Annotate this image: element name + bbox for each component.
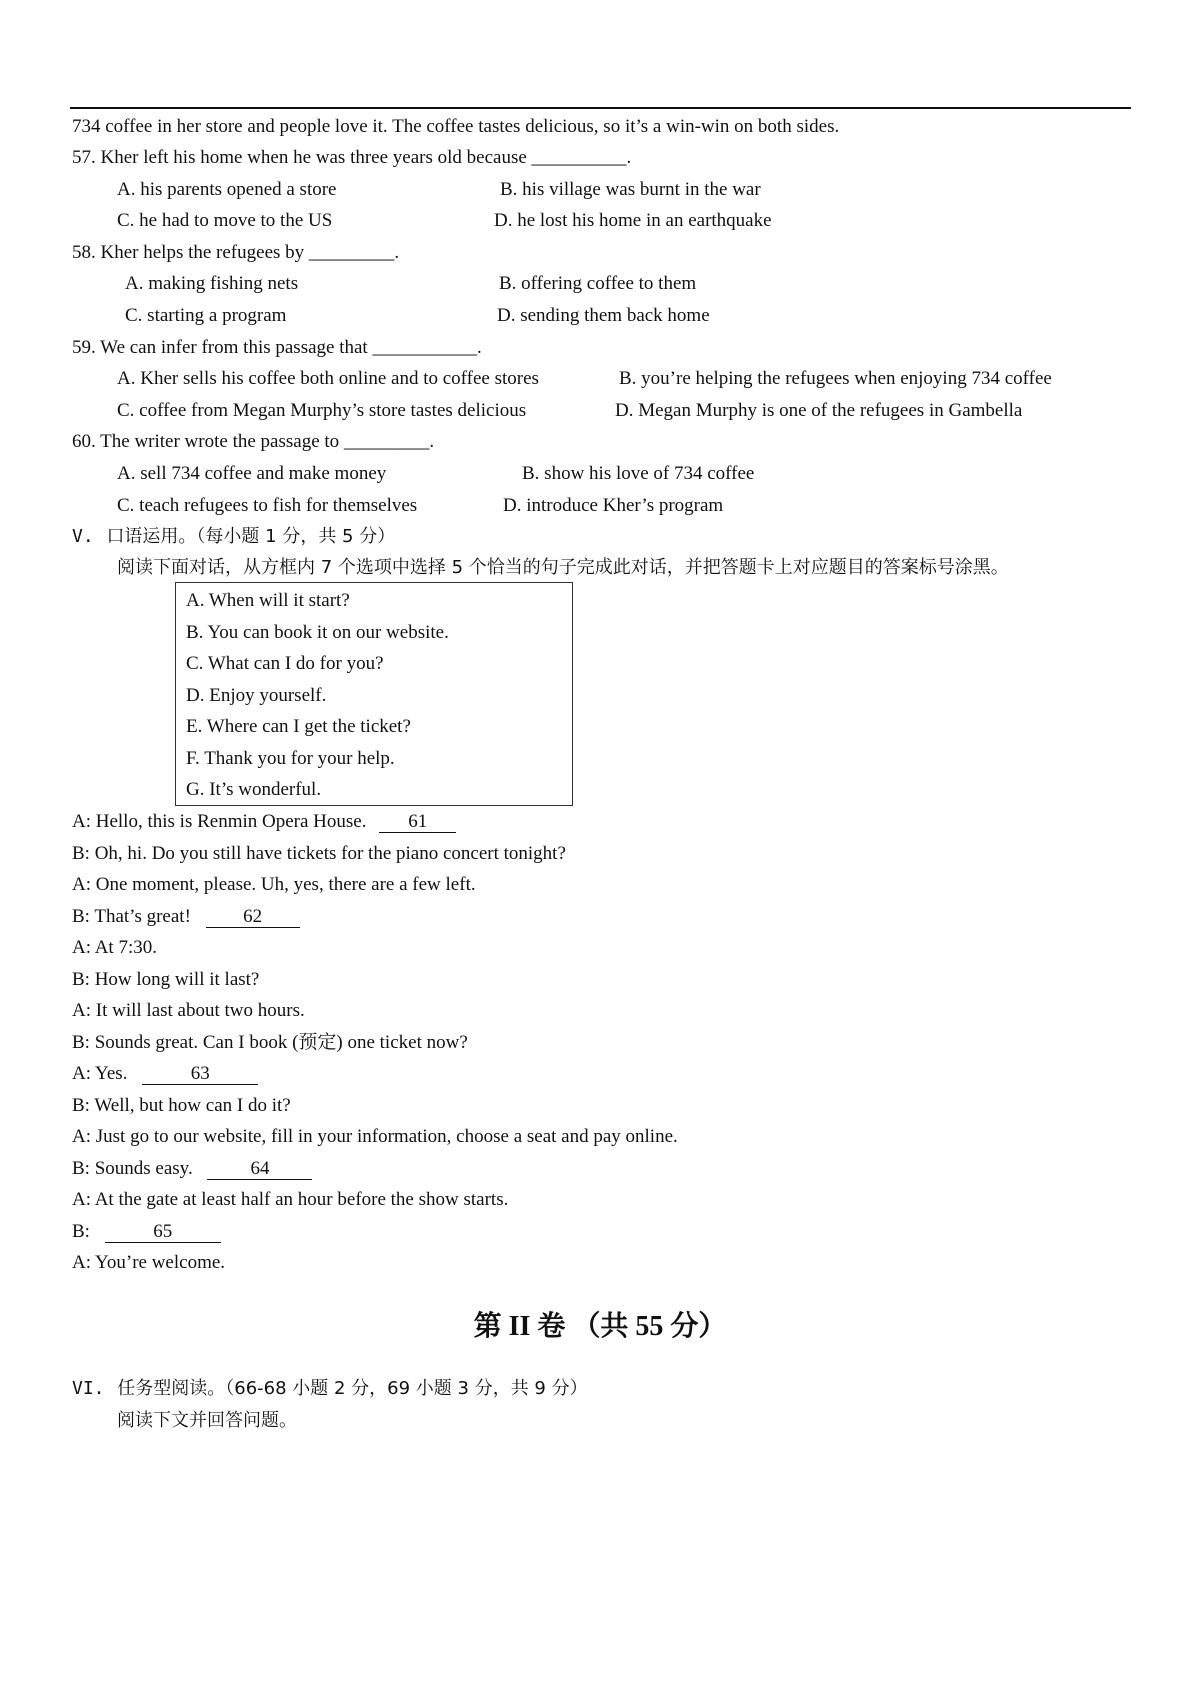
q60-option-c: C. teach refugees to fish for themselves bbox=[117, 495, 418, 516]
q57-option-b: B. his village was burnt in the war bbox=[500, 179, 761, 200]
box-option-a: A. When will it start? bbox=[186, 590, 350, 611]
answer-blank-63[interactable]: 63 bbox=[142, 1064, 258, 1085]
box-option-d: D. Enjoy yourself. bbox=[186, 685, 327, 706]
q58-option-d: D. sending them back home bbox=[497, 305, 710, 326]
q60-option-b: B. show his love of 734 coffee bbox=[522, 463, 755, 484]
section-6-title: 任务型阅读。（66-68 小题 2 分，69 小题 3 分，共 9 分） bbox=[117, 1378, 588, 1399]
q59-option-c: C. coffee from Megan Murphy’s store tastes delicious bbox=[117, 400, 527, 421]
dialogue-text: A: Hello, this is Renmin Opera House. bbox=[72, 811, 367, 832]
dialogue-line: B: How long will it last? bbox=[72, 969, 260, 990]
dialogue-line bbox=[72, 1220, 221, 1244]
dialogue-line bbox=[72, 905, 300, 929]
question-60-stem: 60. The writer wrote the passage to _________. bbox=[72, 431, 435, 452]
q58-option-a: A. making fishing nets bbox=[125, 273, 299, 294]
dialogue-text: B: Sounds easy. bbox=[72, 1158, 193, 1179]
q57-option-d: D. he lost his home in an earthquake bbox=[494, 210, 772, 231]
q58-option-b: B. offering coffee to them bbox=[499, 273, 697, 294]
dialogue-line: A: It will last about two hours. bbox=[72, 1000, 305, 1021]
q59-option-b: B. you’re helping the refugees when enjoying 734 coffee bbox=[619, 368, 1052, 389]
dialogue-line: B: Sounds great. Can I book (预定) one ticket now? bbox=[72, 1032, 468, 1053]
answer-blank-61[interactable]: 61 bbox=[379, 812, 456, 833]
box-option-f: F. Thank you for your help. bbox=[186, 748, 395, 769]
q57-option-a: A. his parents opened a store bbox=[117, 179, 337, 200]
q57-option-c: C. he had to move to the US bbox=[117, 210, 333, 231]
section-6-numeral: VI. bbox=[72, 1378, 105, 1399]
q60-option-d: D. introduce Kher’s program bbox=[503, 495, 724, 516]
section-5-numeral: V. bbox=[72, 526, 94, 547]
passage-tail: 734 coffee in her store and people love it. The coffee tastes delicious, so it’s a win-win on both sides. bbox=[72, 116, 840, 137]
dialogue-line: B: Oh, hi. Do you still have tickets for the piano concert tonight? bbox=[72, 843, 566, 864]
dialogue-line: A: One moment, please. Uh, yes, there are a few left. bbox=[72, 874, 476, 895]
box-option-g: G. It’s wonderful. bbox=[186, 779, 322, 800]
box-option-b: B. You can book it on our website. bbox=[186, 622, 449, 643]
section-6-header bbox=[72, 1377, 588, 1401]
answer-blank-65[interactable]: 65 bbox=[105, 1222, 221, 1243]
dialogue-text: B: bbox=[72, 1221, 90, 1242]
dialogue-text: A: Yes. bbox=[72, 1063, 128, 1084]
q58-option-c: C. starting a program bbox=[125, 305, 287, 326]
header-rule bbox=[70, 107, 1131, 109]
answer-blank-64[interactable]: 64 bbox=[207, 1159, 312, 1180]
dialogue-line: A: Just go to our website, fill in your information, choose a seat and pay online. bbox=[72, 1126, 678, 1147]
answer-blank-62[interactable]: 62 bbox=[206, 907, 300, 928]
section-5-title: 口语运用。（每小题 1 分，共 5 分） bbox=[106, 526, 396, 547]
dialogue-line bbox=[72, 810, 456, 834]
part-2-heading: 第 II 卷 （共 55 分） bbox=[473, 1311, 727, 1342]
q59-option-d: D. Megan Murphy is one of the refugees in Gambella bbox=[615, 400, 1023, 421]
question-57-stem: 57. Kher left his home when he was three years old because __________. bbox=[72, 147, 632, 168]
dialogue-line bbox=[72, 1157, 312, 1181]
question-58-stem: 58. Kher helps the refugees by _________. bbox=[72, 242, 400, 263]
dialogue-line: A: At the gate at least half an hour before the show starts. bbox=[72, 1189, 509, 1210]
dialogue-text: B: That’s great! bbox=[72, 906, 191, 927]
question-59-stem: 59. We can infer from this passage that ___________. bbox=[72, 337, 482, 358]
dialogue-line bbox=[72, 1062, 258, 1086]
dialogue-line: B: Well, but how can I do it? bbox=[72, 1095, 291, 1116]
section-5-header bbox=[72, 525, 395, 549]
box-option-c: C. What can I do for you? bbox=[186, 653, 384, 674]
q60-option-a: A. sell 734 coffee and make money bbox=[117, 463, 387, 484]
box-option-e: E. Where can I get the ticket? bbox=[186, 716, 411, 737]
dialogue-line: A: You’re welcome. bbox=[72, 1252, 226, 1273]
section-6-instruction: 阅读下文并回答问题。 bbox=[117, 1410, 297, 1431]
q59-option-a: A. Kher sells his coffee both online and to coffee stores bbox=[117, 368, 539, 389]
dialogue-line: A: At 7:30. bbox=[72, 937, 157, 958]
section-5-instruction: 阅读下面对话，从方框内 7 个选项中选择 5 个恰当的句子完成此对话，并把答题卡上对应题目的答案标号涂黑。 bbox=[117, 557, 1009, 578]
